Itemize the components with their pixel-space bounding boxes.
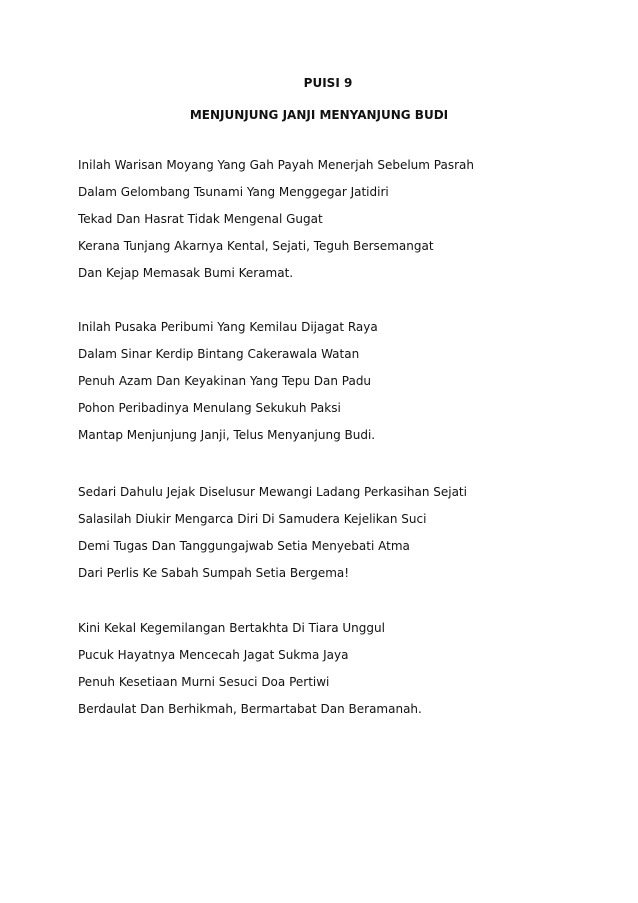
poem-line: Inilah Pusaka Peribumi Yang Kemilau Dijagat Raya <box>78 320 378 334</box>
poem-line: Tekad Dan Hasrat Tidak Mengenal Gugat <box>78 212 323 226</box>
poem-line: Demi Tugas Dan Tanggungajwab Setia Menyebati Atma <box>78 539 410 553</box>
stanza-2 <box>78 320 598 455</box>
poem-number-title: PUISI 9 <box>303 76 353 90</box>
poem-line: Dari Perlis Ke Sabah Sumpah Setia Bergema! <box>78 566 350 580</box>
poem-line: Sedari Dahulu Jejak Diselusur Mewangi Ladang Perkasihan Sejati <box>78 485 467 499</box>
poem-line: Dalam Sinar Kerdip Bintang Cakerawala Watan <box>78 347 360 361</box>
poem-line: Salasilah Diukir Mengarca Diri Di Samudera Kejelikan Suci <box>78 512 427 526</box>
poem-line: Berdaulat Dan Berhikmah, Bermartabat Dan Beramanah. <box>78 702 422 716</box>
stanza-4 <box>78 621 598 729</box>
poem-line: Kini Kekal Kegemilangan Bertakhta Di Tiara Unggul <box>78 621 385 635</box>
poem-line: Kerana Tunjang Akarnya Kental, Sejati, Teguh Bersemangat <box>78 239 434 253</box>
poem-line: Pohon Peribadinya Menulang Sekukuh Paksi <box>78 401 341 415</box>
poem-line: Pucuk Hayatnya Mencecah Jagat Sukma Jaya <box>78 648 349 662</box>
poem-line: Inilah Warisan Moyang Yang Gah Payah Menerjah Sebelum Pasrah <box>78 158 474 172</box>
poem-line: Dalam Gelombang Tsunami Yang Menggegar Jatidiri <box>78 185 389 199</box>
poem-line: Penuh Kesetiaan Murni Sesuci Doa Pertiwi <box>78 675 330 689</box>
stanza-3 <box>78 485 598 593</box>
stanza-1 <box>78 158 598 293</box>
poem-line: Mantap Menjunjung Janji, Telus Menyanjung Budi. <box>78 428 376 442</box>
poem-line: Penuh Azam Dan Keyakinan Yang Tepu Dan Padu <box>78 374 372 388</box>
poem-line: Dan Kejap Memasak Bumi Keramat. <box>78 266 294 280</box>
poem-title: MENJUNJUNG JANJI MENYANJUNG BUDI <box>189 108 449 122</box>
